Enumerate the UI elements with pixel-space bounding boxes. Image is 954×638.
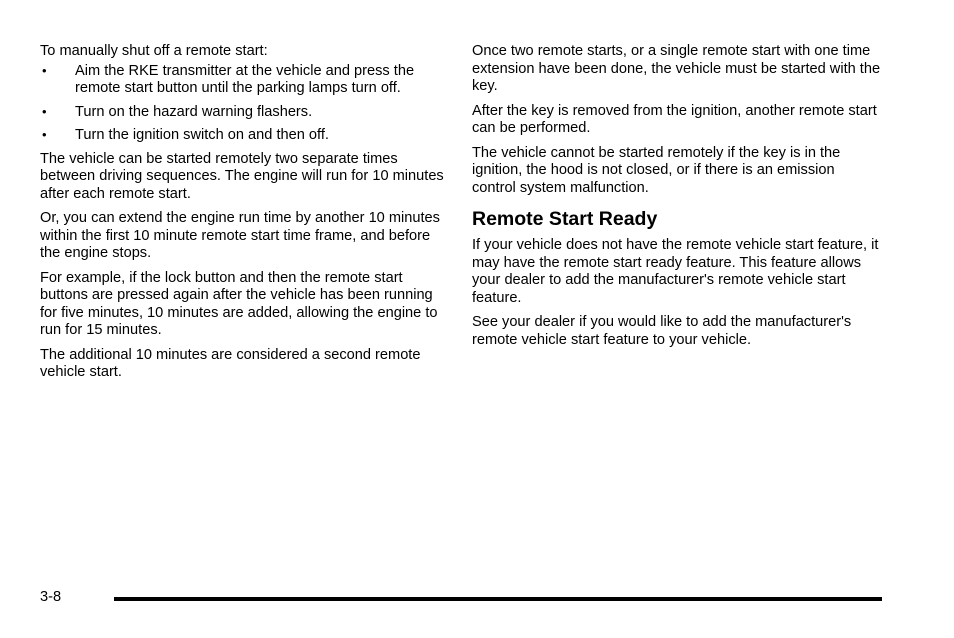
list-item [40,63,450,98]
body-paragraph: The vehicle can be started remotely two separate times between driving sequences. The engine will run for 10 minutes after each remote start. [40,150,444,202]
list-item-text: Aim the RKE transmitter at the vehicle and press the remote start button until the parking lamps turn off. [75,62,415,96]
body-paragraph: The additional 10 minutes are considered a second remote vehicle start. [40,346,421,380]
body-paragraph: The vehicle cannot be started remotely if the key is in the ignition, the hood is not closed, or if there is an emission control system malfunction. [472,144,841,196]
body-paragraph: Once two remote starts, or a single remote start with one time extension have been done, the vehicle must be started with the key. [472,43,881,94]
right-column [472,43,882,356]
bullet-icon: • [42,103,47,119]
left-column [40,43,450,389]
list-item-text: Turn the ignition switch on and then off. [75,127,329,143]
list-item [40,127,450,145]
list-item-text: Turn on the hazard warning flashers. [75,103,313,120]
body-paragraph: After the key is removed from the ignition, another remote start can be performed. [472,102,877,136]
list-item [40,104,450,122]
body-paragraph: Or, you can extend the engine run time by another 10 minutes within the first 10 minute remote start time frame, and before the engine stops. [40,210,440,261]
intro-text: To manually shut off a remote start: [40,43,268,59]
shutoff-steps-list [40,63,450,145]
body-paragraph: If your vehicle does not have the remote vehicle start feature, it may have the remote start ready feature. This feature allows your dealer to add the manufacturer's remote vehicle start feature. [472,237,879,306]
page-number: 3-8 [40,589,62,605]
footer-rule [114,597,882,601]
body-paragraph: See your dealer if you would like to add the manufacturer's remote vehicle start feature to your vehicle. [472,314,852,348]
bullet-icon: • [42,62,47,78]
bullet-icon: • [42,127,47,142]
body-paragraph: For example, if the lock button and then the remote start buttons are pressed again after the vehicle has been running for five minutes, 10 minutes are added, allowing the engine to run for 15 minutes. [40,269,438,338]
section-heading: Remote Start Ready [472,208,658,230]
